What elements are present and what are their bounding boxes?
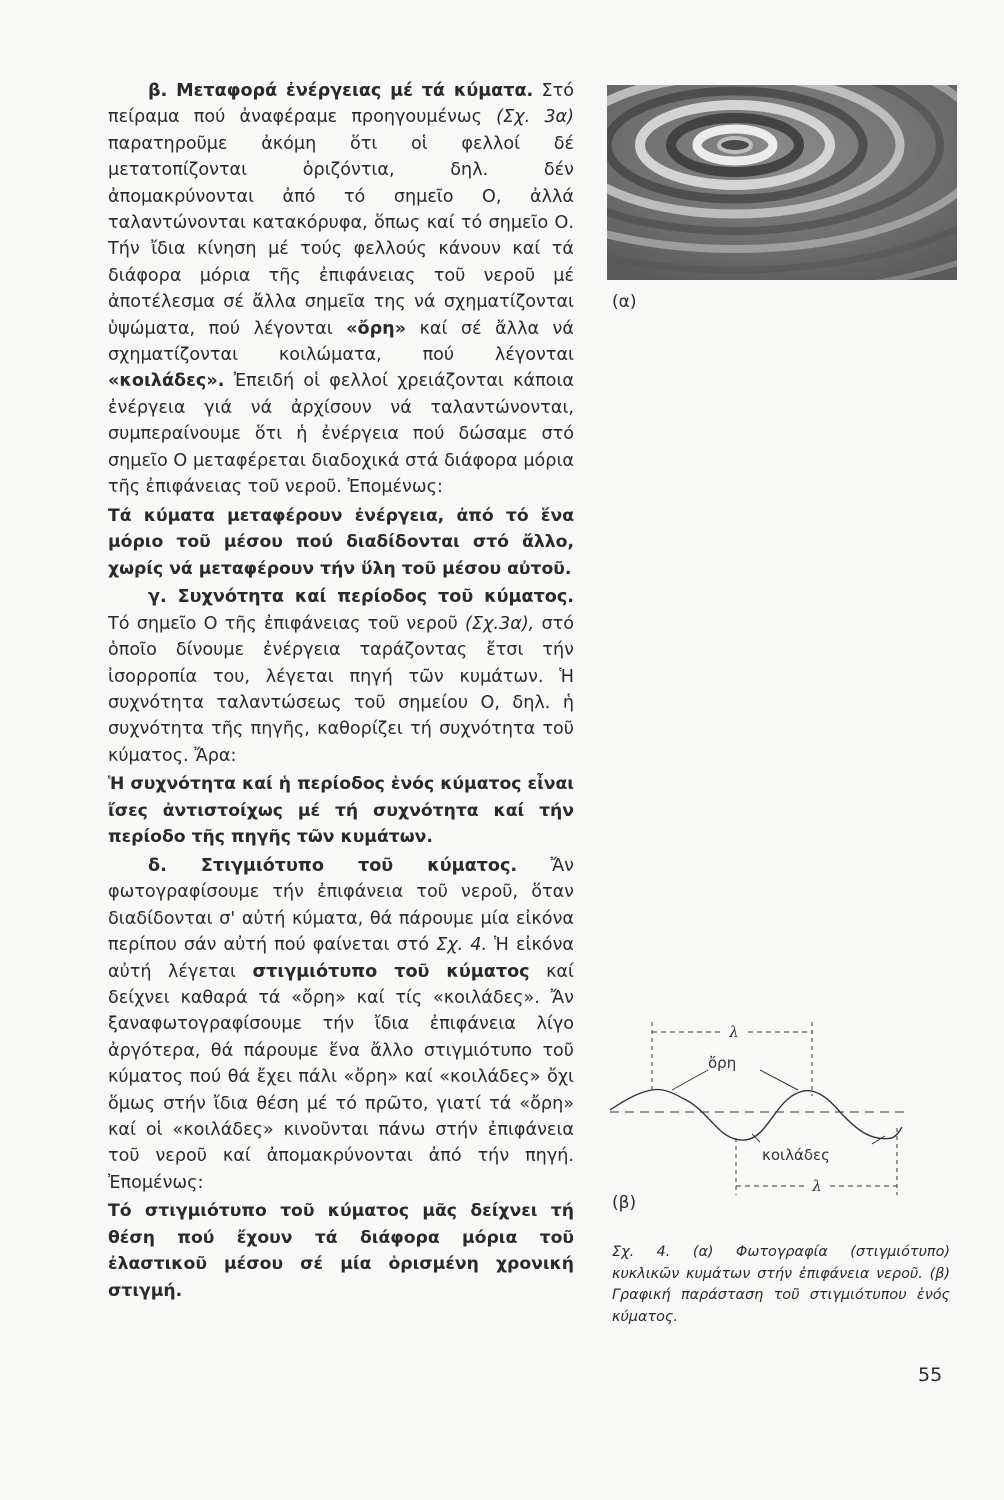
troughs-label: κοιλάδες (762, 1146, 830, 1164)
wave-curve (682, 1091, 902, 1141)
figure-reference: (Σχ.3α), (465, 613, 535, 634)
term-troughs: «κοιλάδες». (108, 371, 225, 392)
ripple-photo-image (607, 85, 957, 280)
paragraph-snapshot: δ. Στιγμιότυπο τοῦ κύματος. Ἄν φωτογραφίσουμε τήν ἐπιφάνεια τοῦ νεροῦ, ὅταν διαδίδονται σ' αὐτή κύματα, θά πάρουμε μία εἰκόνα περίπου σάν αὐτή πού φαίνεται στό Σχ. 4. Ἡ εἰκόνα αὐτή λέγεται στιγμιότυπο τοῦ κύματος καί δείχνει καθαρά τά «ὄρη» καί τίς «κοιλάδες». Ἄν ξαναφωτογραφίσουμε τήν ἴδια ἐπιφάνεια λίγο ἀργότερα, θά πάρουμε ἕνα ἄλλο στιγμιότυπο τοῦ κύματος πού θά ἔχει πάλι «ὄρη» καί «κοιλάδες» ὄχι ὅμως στήν ἴδια θέση μέ τό πρῶτο, γιατί τά «ὄρη» καί οἱ «κοιλάδες» κινοῦνται πάνω στήν ἐπιφάνεια τοῦ νεροῦ καί ἀπομακρύνονται ἀπό τήν πηγή. Ἐπομένως: (108, 855, 575, 1193)
statement-energy-transfer: Τά κύματα μεταφέρουν ἐνέργεια, ἀπό τό ἕνα μόριο τοῦ μέσου πού διαδίδονται στό ἄλλο, χωρίς νά μεταφέρουν τήν ὕλη τοῦ μέσου αὐτοῦ. (108, 505, 574, 579)
heading-frequency: γ. Συχνότητα καί περίοδος τοῦ κύματος. (148, 587, 574, 608)
paragraph-frequency: γ. Συχνότητα καί περίοδος τοῦ κύματος. Τό σημεῖο Ο τῆς ἐπιφάνειας τοῦ νεροῦ (Σχ.3α), στό ὁποῖο δίνουμε ἐνέργεια ταράζοντας ἔτσι τήν ἰσορροπία του, λέγεται πηγή τῶν κυμάτων. Ἡ συχνότητα ταλαντώσεως τοῦ σημείου Ο, δηλ. ἡ συχνότητα τῆς πηγῆς, καθορίζει τή συχνότητα τοῦ κύματος. Ἄρα: (108, 587, 574, 766)
crest-pointer-right (760, 1070, 798, 1090)
wavelength-label-top: λ (729, 1023, 739, 1041)
figure-label-b: (β) (612, 1193, 637, 1213)
term-snapshot: στιγμιότυπο τοῦ κύματος (252, 961, 530, 982)
wave-curve-left (610, 1089, 682, 1110)
heading-energy-transfer: β. Μεταφορά ἐνέργειας μέ τά κύματα. (148, 81, 534, 101)
statement-snapshot: Τό στιγμιότυπο τοῦ κύματος μᾶς δείχνει τή θέση πού ἔχουν τά διάφορα μόρια τοῦ ἐλαστικοῦ μέσου σέ μία ὁρισμένη χρονική στιγμή. (108, 1201, 574, 1301)
term-crests: «ὄρη» (346, 318, 407, 339)
ripple-photo (607, 85, 957, 280)
wave-snapshot-diagram (600, 1010, 950, 1220)
heading-snapshot: δ. Στιγμιότυπο τοῦ κύματος. (148, 855, 518, 876)
page-number: 55 (918, 1364, 943, 1386)
statement-frequency: Ἡ συχνότητα καί ἡ περίοδος ἑνός κύματος εἶναι ἴσες ἀντιστοίχως μέ τή συχνότητα καί τήν περίοδο τῆς πηγῆς τῶν κυμάτων. (108, 774, 574, 848)
wavelength-label-bottom: λ (812, 1177, 822, 1195)
crest-pointer-left (672, 1070, 708, 1090)
figure-reference: Σχ. 4. (436, 935, 488, 956)
figure-reference: (Σχ. 3α) (496, 107, 575, 128)
figure-caption: Σχ. 4. (α) Φωτογραφία (στιγμιότυπο) κυκλικῶν κυμάτων στήν ἐπιφάνεια νεροῦ. (β) Γραφική παράσταση τοῦ στιγμιότυπου ἑνός κύματος. (612, 1244, 950, 1325)
crests-label: ὄρη (708, 1054, 737, 1072)
main-text-column (108, 78, 574, 1307)
figure-label-a: (α) (612, 292, 637, 312)
paragraph-energy-transfer: β. Μεταφορά ἐνέργειας μέ τά κύματα. Στό πείραμα πού ἀναφέραμε προηγουμένως (Σχ. 3α) παρατηροῦμε ἀκόμη ὅτι οἱ φελλοί δέ μετατοπίζονται ὁριζόντια, δηλ. δέν ἀπομακρύνονται ἀπό τό σημεῖο Ο, ἀλλά ταλαντώνονται κατακόρυφα, ὅπως καί τό σημεῖο Ο. Τήν ἴδια κίνηση μέ τούς φελλούς κάνουν καί τά διάφορα μόρια τῆς ἐπιφάνειας τοῦ νεροῦ μέ ἀποτέλεσμα σέ ἄλλα σημεῖα της νά σχηματίζονται ὑψώματα, πού λέγονται «ὄρη» καί σέ ἄλλα νά σχηματίζονται κοιλώματα, πού λέγονται «κοιλάδες». Ἐπειδή οἱ φελλοί χρειάζονται κάποια ἐνέργεια γιά νά ἀρχίσουν νά ταλαντώνονται, συμπεραίνουμε ὅτι ἡ ἐνέργεια πού δώσαμε στό σημεῖο Ο μεταφέρεται διαδοχικά στά διάφορα μόρια τῆς ἐπιφάνειας τοῦ νεροῦ. Ἐπομένως: (108, 81, 575, 498)
